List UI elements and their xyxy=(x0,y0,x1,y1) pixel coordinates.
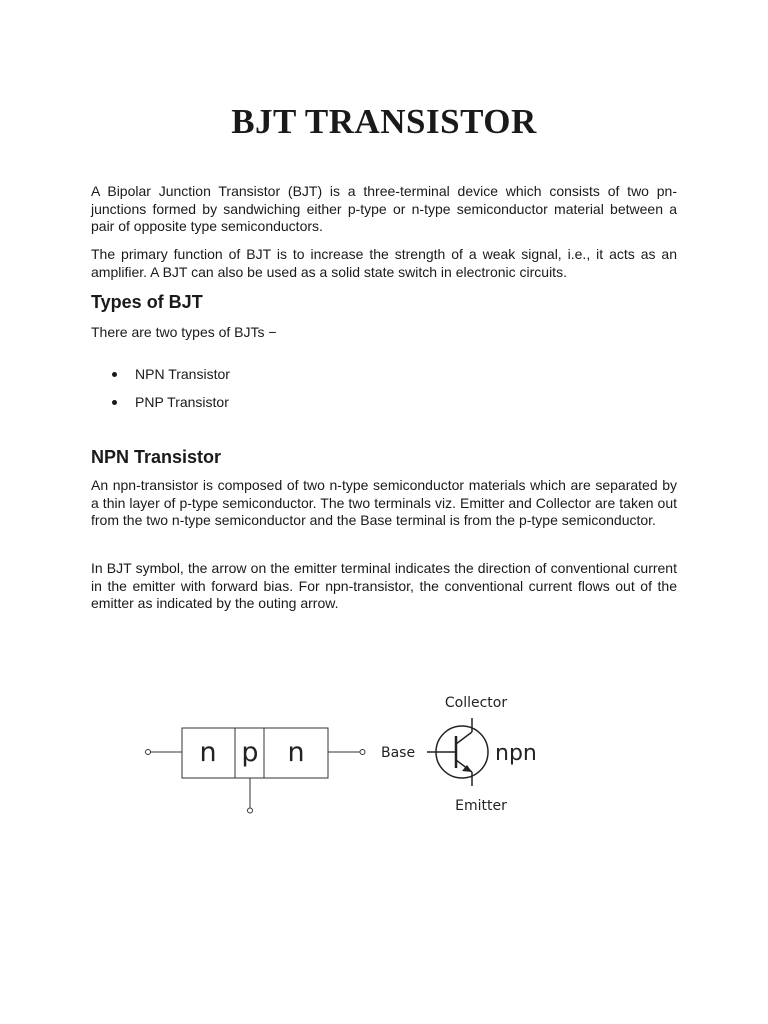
base-terminal-dot xyxy=(248,808,253,813)
types-intro: There are two types of BJTs − xyxy=(91,324,277,340)
collector-terminal-dot xyxy=(360,750,365,755)
bullet-icon xyxy=(112,372,117,377)
collector-line xyxy=(456,732,472,744)
npn-transistor-symbol xyxy=(427,718,488,786)
intro-paragraph-2: The primary function of BJT is to increase the strength of a weak signal, i.e., it acts as an amplifier. A BJT can also be used as a solid state switch in electronic circuits. xyxy=(91,246,677,280)
layer-label-n-right: n xyxy=(287,737,305,768)
npn-diagram xyxy=(0,680,768,830)
intro-paragraph-1: A Bipolar Junction Transistor (BJT) is a three-terminal device which consists of two pn-junctions formed by sandwiching either p-type or n-type semiconductor material between a pair of opposite type semiconductors. xyxy=(91,183,677,234)
layer-label-n-left: n xyxy=(199,737,217,768)
list-item-label: NPN Transistor xyxy=(135,366,230,382)
list-item-label: PNP Transistor xyxy=(135,394,229,410)
list-item xyxy=(110,364,230,392)
collector-label: Collector xyxy=(444,695,508,711)
npn-paragraph-1: An npn-transistor is composed of two n-type semiconductor materials which are separated by a thin layer of p-type semiconductor. The two terminals viz. Emitter and Collector are taken out from the two n-type semiconductor and the Base terminal is from the p-type semiconductor. xyxy=(91,477,677,528)
layer-label-p: p xyxy=(241,737,259,768)
npn-paragraph-2: In BJT symbol, the arrow on the emitter terminal indicates the direction of conventional current in the emitter with forward bias. For npn-transistor, the conventional current flows out of the emitter as indicated by the outing arrow. xyxy=(91,560,677,611)
types-heading: Types of BJT xyxy=(91,292,203,312)
emitter-label: Emitter xyxy=(455,798,507,814)
npn-type-label: npn xyxy=(495,741,537,766)
npn-heading: NPN Transistor xyxy=(91,447,222,467)
page-title: BJT TRANSISTOR xyxy=(231,102,537,141)
emitter-terminal-dot xyxy=(146,750,151,755)
types-list xyxy=(110,364,230,420)
list-item xyxy=(110,392,230,420)
base-label: Base xyxy=(381,745,416,761)
bullet-icon xyxy=(112,400,117,405)
